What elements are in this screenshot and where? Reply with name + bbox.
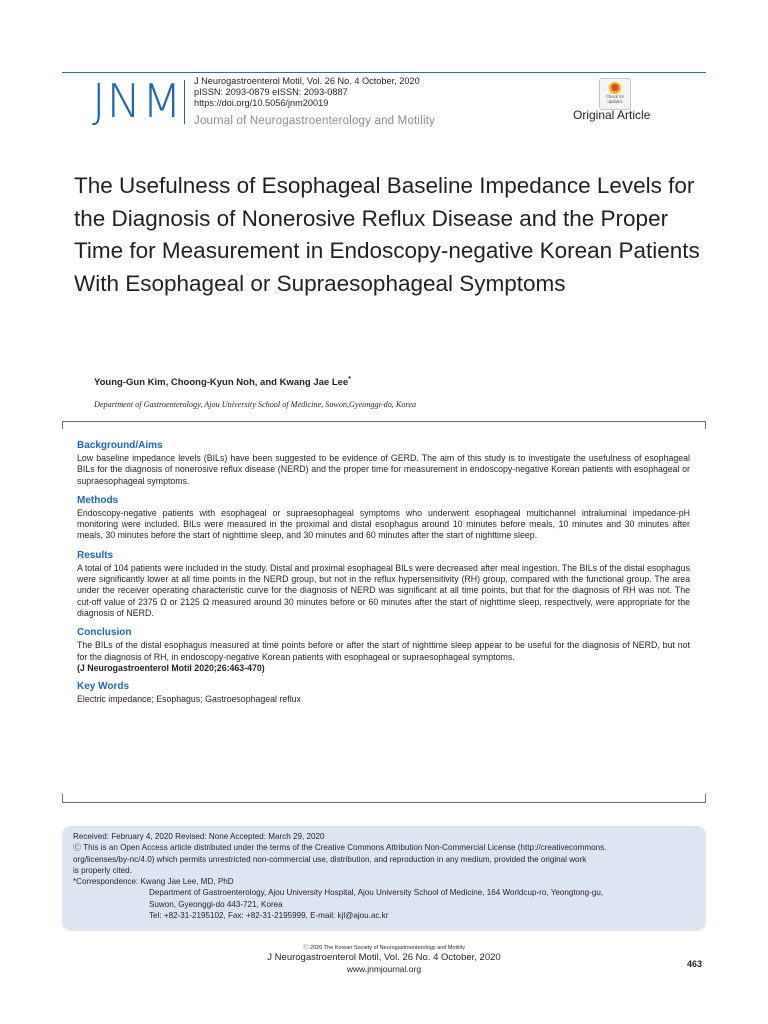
- copyright-line: Ⓒ 2020 The Korean Society of Neurogastroenterology and Motility: [303, 945, 465, 951]
- logo-divider: [184, 80, 185, 124]
- abstract-top-left-tick: [62, 421, 63, 429]
- methods-heading: Methods: [77, 494, 119, 506]
- affiliation: Department of Gastroenterology, Ajou University School of Medicine, Suwon,Gyeonggi-do, Korea: [94, 400, 417, 409]
- conclusion-heading: Conclusion: [77, 627, 132, 639]
- article-title: The Usefulness of Esophageal Baseline Impedance Levels for the Diagnosis of Nonerosive Reflux Disease and the Proper Time for Measurement in Endoscopy-negative Korean Patients With Esophageal or Supraesophageal Symptoms: [74, 173, 700, 296]
- badge-text-1: Check for: [606, 94, 624, 99]
- keywords-heading: Key Words: [77, 680, 130, 692]
- abstract-bottom-right-tick: [705, 794, 706, 802]
- header-rule: [62, 72, 706, 73]
- crossmark-icon: [609, 82, 621, 94]
- journal-info: [194, 76, 420, 110]
- abstract-bottom-left-tick: [62, 794, 63, 802]
- methods-text: Endoscopy-negative patients with esophageal or supraesophageal symptoms who underwent esophageal multichannel intraluminal impedance-pH monitoring were included. BILs were measured in the proximal and distal esophagus around 10 minutes before meals, 10 minutes and 30 minutes after meals, 30 minutes before the start of nighttime sleep, and 30 minutes and 60 minutes after the start of nighttime sleep.: [77, 507, 690, 541]
- doi-link[interactable]: https://doi.org/10.5056/jnm20019: [194, 98, 329, 109]
- license-line-1: Ⓒ This is an Open Access article distributed under the terms of the Creative Commons Attribution Non-Commercial License (http://creativecommons.: [73, 843, 607, 853]
- check-for-updates-badge[interactable]: [599, 78, 631, 110]
- page-number: 463: [687, 959, 703, 969]
- article-info-box: [62, 826, 706, 931]
- address-line-2: Suwon, Gyeonggi-do 443-721, Korea: [149, 899, 283, 909]
- abstract-bottom-rule: [62, 802, 706, 803]
- journal-name: Journal of Neurogastroenterology and Motility: [194, 115, 436, 127]
- abstract-background: [77, 440, 690, 487]
- footer-journal-line: J Neurogastroenterol Motil, Vol. 26 No. 4 October, 2020: [267, 952, 501, 963]
- background-text: Low baseline impedance levels (BILs) have been suggested to be evidence of GERD. The aim of this study is to investigate the usefulness of esophageal BILs for the diagnosis of nonerosive reflux disease (NERD) and the proper time for measurement in endoscopy-negative Korean patients with esophageal or supraesophageal symptoms.: [77, 453, 690, 486]
- article-dates: Received: February 4, 2020 Revised: None Accepted: March 29, 2020: [73, 832, 325, 841]
- abstract-results: [77, 550, 690, 619]
- license-line-2: org/licenses/by-nc/4.0) which permits unrestricted non-commercial use, distribution, and reproduction in any medium, provided the original work: [73, 854, 587, 864]
- abstract-methods: [77, 495, 690, 542]
- page-footer: [0, 944, 768, 975]
- journal-website-link[interactable]: www.jnmjournal.org: [346, 964, 422, 974]
- journal-citation: (J Neurogastroenterol Motil 2020;26:463-470): [77, 662, 265, 673]
- contact-line: Tel: +82-31-2195102, Fax: +82-31-2195999, E-mail: kjl@ajou.ac.kr: [149, 911, 389, 921]
- journal-logo: JNM: [92, 74, 183, 128]
- author-names: Young-Gun Kim, Choong-Kyun Noh, and Kwang Jae Lee: [94, 377, 349, 389]
- issn-line: pISSN: 2093-0879 eISSN: 2093-0887: [194, 87, 348, 98]
- address-line-1: Department of Gastroenterology, Ajou University Hospital, Ajou University School of Medicine, 164 Worldcup-ro, Yeongtong-gu,: [149, 888, 604, 898]
- citation-line: J Neurogastroenterol Motil, Vol. 26 No. 4 October, 2020: [194, 76, 420, 86]
- results-heading: Results: [77, 549, 114, 561]
- results-text: A total of 104 patients were included in the study. Distal and proximal esophageal BILs were decreased after meal ingestion. The BILs of the distal esophagus were significantly lower at all time points in the NERD group, but not in the reflux hypersensitivity (RH) group, compared with the functional group. The area under the receiver operating characteristic curve for the diagnosis of NERD was significant at all time points, but that for the diagnosis of RH was not. The cut-off value of 2375 Ω or 2125 Ω measured around 30 minutes before or 60 minutes after the start of nighttime sleep, respectively, were appropriate for the diagnosis of NERD.: [77, 562, 690, 618]
- abstract-top-rule: [62, 421, 706, 422]
- badge-text-2: updates: [607, 98, 623, 104]
- abstract-conclusion: [77, 627, 690, 673]
- background-heading: Background/Aims: [77, 440, 163, 451]
- abstract-top-right-tick: [705, 421, 706, 429]
- author-list: [94, 376, 351, 388]
- keywords-text: Electric impedance; Esophagus; Gastroesophageal reflux: [77, 693, 301, 704]
- license-line-3: is properly cited.: [73, 865, 132, 875]
- article-type: Original Article: [573, 108, 651, 122]
- correspondence: *Correspondence: Kwang Jae Lee, MD, PhD: [73, 877, 234, 887]
- abstract: [77, 440, 690, 713]
- corresponding-mark: *: [348, 376, 351, 383]
- conclusion-text: The BILs of the distal esophagus measured at time points before or after the start of nighttime sleep appear to be useful for the diagnosis of NERD, but not for the diagnosis of RH, in endoscopy-negative Korean patients with esophageal or supraesophageal symptoms.: [77, 640, 690, 662]
- abstract-keywords: [77, 681, 690, 705]
